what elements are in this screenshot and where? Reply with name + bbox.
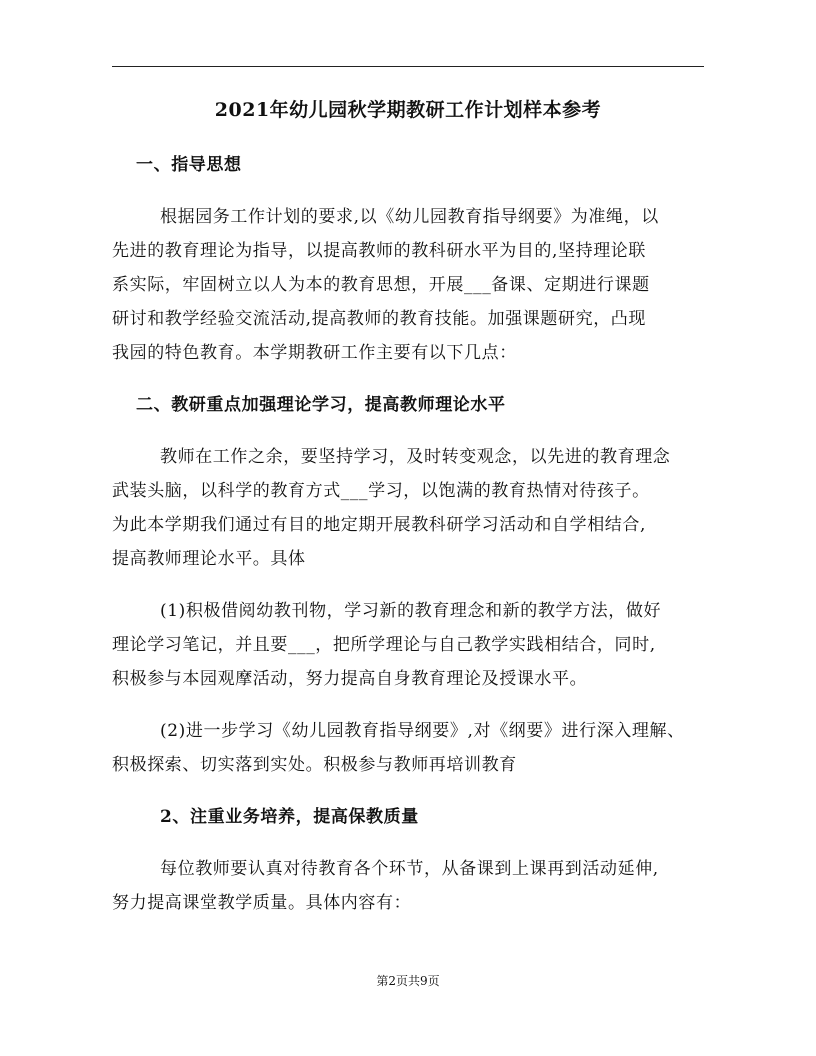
section-heading-1: 一、指导思想 — [136, 155, 242, 175]
page-number: 第2页共9页 — [376, 974, 440, 988]
paragraph-line: 为此本学期我们通过有目的地定期开展教科研学习活动和自学相结合, — [112, 515, 647, 535]
paragraph-line: 研讨和教学经验交流活动,提高教师的教育技能。加强课题研究，凸现 — [112, 309, 647, 329]
page-title: 2021年幼儿园秋学期教研工作计划样本参考 — [214, 99, 602, 121]
list-item-2: (2)进一步学习《幼儿园教育指导纲要》,对《纲要》进行深入理解、 — [160, 721, 685, 741]
section-heading-3: 2、注重业务培养，提高保教质量 — [160, 807, 419, 827]
paragraph-line: 我园的特色教育。本学期教研工作主要有以下几点： — [112, 343, 517, 363]
section-heading-2: 二、教研重点加强理论学习，提高教师理论水平 — [136, 395, 506, 415]
paragraph-line: 系实际，牢固树立以人为本的教育思想，开展___备课、定期进行课题 — [112, 275, 650, 295]
paragraph-line: 理论学习笔记，并且要___，把所学理论与自己教学实践相结合，同时, — [112, 635, 656, 655]
header-rule — [112, 66, 704, 67]
paragraph-line: 努力提高课堂教学质量。具体内容有： — [112, 893, 412, 913]
paragraph-line: 积极探索、切实落到实处。积极参与教师再培训教育 — [112, 755, 517, 775]
paragraph-line: 积极参与本园观摩活动，努力提高自身教育理论及授课水平。 — [112, 669, 588, 689]
list-item-1: (1)积极借阅幼教刊物，学习新的教育理念和新的教学方法，做好 — [160, 601, 662, 621]
paragraph-line: 根据园务工作计划的要求,以《幼儿园教育指导纲要》为准绳，以 — [160, 207, 659, 227]
paragraph-line: 先进的教育理论为指导，以提高教师的教科研水平为目的,坚持理论联 — [112, 241, 647, 261]
paragraph-line: 提高教师理论水平。具体 — [112, 549, 306, 569]
paragraph-line: 武装头脑，以科学的教育方式___学习，以饱满的教育热情对待孩子。 — [112, 481, 650, 501]
paragraph-line: 教师在工作之余，要坚持学习，及时转变观念，以先进的教育理念 — [160, 447, 671, 467]
paragraph-line: 每位教师要认真对待教育各个环节，从备课到上课再到活动延伸, — [160, 859, 659, 879]
